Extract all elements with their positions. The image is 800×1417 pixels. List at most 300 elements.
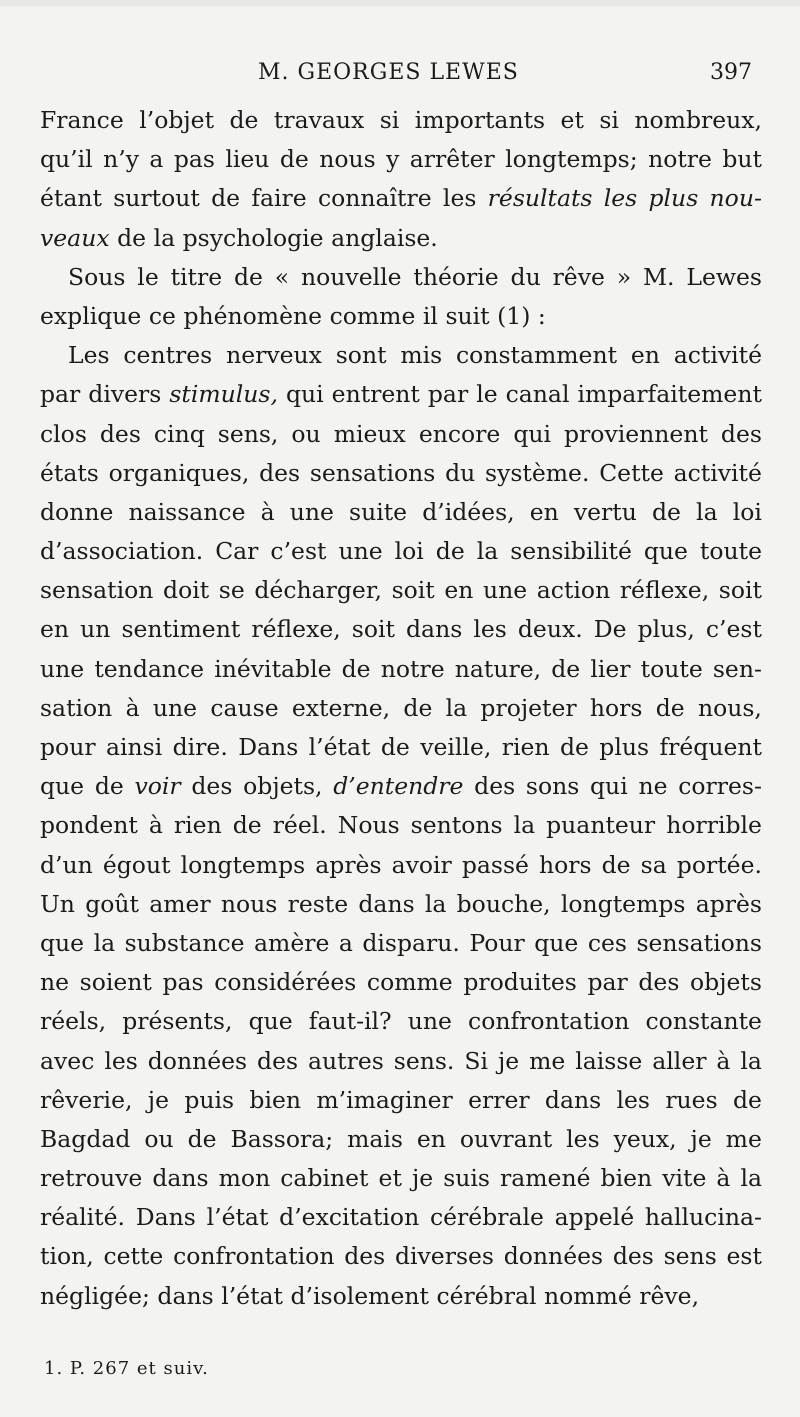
word: puanteur bbox=[546, 811, 656, 840]
word: nerveux bbox=[226, 341, 322, 370]
word: sentiment bbox=[121, 615, 241, 644]
word: nou- bbox=[709, 184, 762, 213]
word: pondent bbox=[40, 811, 138, 840]
word: but bbox=[722, 145, 762, 174]
word: voir bbox=[134, 772, 181, 801]
word: en bbox=[416, 1124, 446, 1153]
word: me bbox=[529, 1046, 566, 1075]
word: de bbox=[655, 693, 685, 722]
word: la bbox=[424, 889, 447, 918]
word: la bbox=[153, 223, 176, 252]
word: des bbox=[191, 772, 233, 801]
word: arrêter bbox=[409, 145, 495, 174]
word: « bbox=[274, 262, 290, 291]
word: disparu. bbox=[362, 928, 460, 957]
word: Car bbox=[215, 537, 259, 566]
text-line bbox=[40, 140, 762, 179]
word: les bbox=[104, 1046, 138, 1075]
word: Nous bbox=[337, 811, 400, 840]
word: une bbox=[338, 537, 383, 566]
word: loi bbox=[732, 497, 762, 526]
word: Bagdad bbox=[40, 1124, 131, 1153]
text-line bbox=[40, 610, 762, 649]
word: par bbox=[40, 380, 81, 409]
word: faire bbox=[251, 184, 307, 213]
text-line bbox=[40, 806, 762, 845]
word: me bbox=[725, 1124, 762, 1153]
word: mon bbox=[218, 1164, 271, 1193]
text-line bbox=[40, 924, 762, 963]
word: anglaise. bbox=[331, 223, 438, 252]
word: dans bbox=[152, 1164, 209, 1193]
word: passé bbox=[461, 850, 529, 879]
word: les bbox=[442, 184, 477, 213]
word: fréquent bbox=[659, 733, 762, 761]
text-line bbox=[40, 1159, 762, 1198]
word: divers bbox=[88, 380, 162, 409]
word: donne bbox=[40, 497, 114, 526]
text-line bbox=[40, 179, 762, 218]
word: rêve bbox=[552, 262, 605, 291]
word: réflexe, bbox=[251, 615, 341, 644]
word: je bbox=[497, 1046, 520, 1075]
word: réels, bbox=[40, 1007, 107, 1036]
word: nommé bbox=[543, 1281, 632, 1310]
word: je bbox=[147, 1085, 169, 1114]
word: du bbox=[445, 458, 476, 487]
word: notre bbox=[648, 145, 712, 174]
word: organiques, bbox=[108, 458, 250, 487]
word: canal bbox=[505, 380, 570, 409]
word: travaux bbox=[273, 106, 365, 134]
word: considérées bbox=[214, 968, 357, 997]
word: France bbox=[40, 106, 124, 134]
word: avec bbox=[40, 1046, 95, 1075]
word: naissance bbox=[128, 497, 246, 526]
word: des bbox=[257, 1046, 299, 1075]
word: le bbox=[137, 262, 159, 291]
text-line bbox=[40, 297, 762, 336]
text-line bbox=[40, 1042, 762, 1081]
word: des bbox=[99, 419, 141, 448]
word: qu’il bbox=[40, 145, 93, 174]
word: données bbox=[147, 1046, 248, 1075]
word: tendance bbox=[94, 654, 205, 683]
word: projeter bbox=[480, 693, 577, 722]
text-line bbox=[40, 846, 762, 885]
word: dire. bbox=[172, 733, 228, 761]
word: sensation bbox=[40, 576, 154, 605]
word: de bbox=[117, 223, 147, 252]
word: la bbox=[740, 1164, 762, 1193]
word: la bbox=[445, 693, 468, 722]
word: sensibilité bbox=[510, 537, 632, 566]
word: surtout bbox=[113, 184, 200, 213]
word: cause bbox=[210, 693, 279, 722]
word: à bbox=[260, 497, 275, 526]
word: si bbox=[599, 106, 619, 134]
word: d’entendre bbox=[333, 772, 464, 801]
word: pour bbox=[40, 733, 96, 761]
word: nous bbox=[319, 145, 376, 174]
word: données bbox=[503, 1242, 604, 1271]
word: Un bbox=[40, 889, 75, 918]
word: soit bbox=[351, 615, 395, 644]
word: ainsi bbox=[105, 733, 163, 761]
word: connaître bbox=[317, 184, 432, 213]
word: négligée; bbox=[40, 1281, 150, 1310]
word: plus, bbox=[637, 615, 695, 644]
word: a bbox=[338, 928, 353, 957]
word: (1) bbox=[497, 301, 531, 330]
word: se bbox=[218, 576, 245, 605]
word: lieu bbox=[225, 145, 270, 174]
word: explique bbox=[40, 301, 142, 330]
word: plus bbox=[648, 184, 699, 213]
word: bien bbox=[249, 1085, 302, 1114]
word: sation bbox=[40, 693, 113, 722]
word: en bbox=[40, 615, 70, 644]
word: des bbox=[638, 968, 680, 997]
word: n’y bbox=[103, 145, 139, 174]
word: rêve, bbox=[639, 1281, 700, 1310]
word: ce bbox=[148, 301, 176, 330]
word: horrible bbox=[666, 811, 762, 840]
word: amer bbox=[149, 889, 211, 918]
word: rien bbox=[501, 733, 550, 761]
word: phénomène bbox=[183, 301, 323, 330]
word: un bbox=[80, 615, 111, 644]
word: de bbox=[559, 733, 589, 761]
word: doit bbox=[163, 576, 210, 605]
word: et bbox=[378, 1164, 402, 1193]
word: diverses bbox=[394, 1242, 494, 1271]
word: mis bbox=[400, 341, 443, 370]
word: sensations bbox=[309, 458, 436, 487]
word: entrent bbox=[331, 380, 420, 409]
word: vite bbox=[662, 1164, 707, 1193]
word: est bbox=[726, 1242, 762, 1271]
word: Les bbox=[68, 341, 110, 370]
word: de bbox=[435, 537, 465, 566]
word: faut-il? bbox=[308, 1007, 392, 1036]
word: la bbox=[740, 1046, 762, 1075]
word: cérébral bbox=[436, 1281, 537, 1310]
word: que bbox=[40, 772, 85, 801]
word: réel. bbox=[272, 811, 327, 840]
text-line bbox=[40, 454, 762, 493]
word: je bbox=[690, 1124, 712, 1153]
text-line bbox=[40, 493, 762, 532]
word: veaux bbox=[40, 223, 110, 252]
page-number: 397 bbox=[710, 60, 752, 85]
word: appelé bbox=[554, 1203, 635, 1232]
word: l’état bbox=[221, 1281, 283, 1310]
word: sentons bbox=[410, 811, 503, 840]
text-line bbox=[40, 1198, 762, 1237]
word: en bbox=[630, 341, 660, 370]
word: ou bbox=[291, 419, 321, 448]
word: hallucina- bbox=[644, 1203, 762, 1232]
running-title: M. GEORGES LEWES bbox=[258, 60, 519, 85]
word: mieux bbox=[333, 419, 406, 448]
text-line bbox=[40, 728, 762, 767]
word: yeux, bbox=[613, 1124, 677, 1153]
word: des bbox=[612, 1242, 654, 1271]
word: états bbox=[40, 458, 99, 487]
word: goût bbox=[85, 889, 139, 918]
word: de bbox=[380, 733, 410, 761]
word: de bbox=[229, 106, 259, 134]
word: externe, bbox=[291, 693, 391, 722]
word: mais bbox=[347, 1124, 403, 1153]
word: laisse bbox=[575, 1046, 643, 1075]
word: c’est bbox=[270, 537, 327, 566]
word: de bbox=[232, 811, 262, 840]
word: sensations bbox=[636, 928, 762, 957]
word: de bbox=[94, 772, 124, 801]
word: suis bbox=[443, 1164, 490, 1193]
word: de bbox=[403, 693, 433, 722]
word: en bbox=[529, 497, 559, 526]
word: aller bbox=[652, 1046, 707, 1075]
word: une bbox=[40, 654, 85, 683]
word: pas bbox=[173, 145, 215, 174]
word: les bbox=[473, 615, 507, 644]
word: cabinet bbox=[280, 1164, 369, 1193]
word: à bbox=[716, 1164, 731, 1193]
word: il bbox=[422, 301, 438, 330]
word: le bbox=[476, 380, 498, 409]
word: hors bbox=[539, 850, 592, 879]
word: a bbox=[149, 145, 164, 174]
word: à bbox=[716, 1046, 731, 1075]
word: réalité. bbox=[40, 1203, 126, 1232]
word: tion, bbox=[40, 1242, 94, 1271]
word: constante bbox=[645, 1007, 762, 1036]
word: rues bbox=[665, 1085, 718, 1114]
word: l’objet bbox=[139, 106, 215, 134]
word: hors bbox=[589, 693, 643, 722]
word: Dans bbox=[238, 733, 299, 761]
word: deux. bbox=[517, 615, 583, 644]
word: réflexe, bbox=[619, 576, 710, 605]
word: système. bbox=[485, 458, 590, 487]
word: présents, bbox=[122, 1007, 233, 1036]
word: Pour bbox=[469, 928, 525, 957]
word: dans bbox=[358, 889, 415, 918]
word: ces bbox=[587, 928, 627, 957]
word: psychologie bbox=[182, 223, 324, 252]
word: l’état bbox=[308, 733, 371, 761]
word: de bbox=[187, 1124, 217, 1153]
word: d’idées, bbox=[422, 497, 515, 526]
word: Dans bbox=[135, 1203, 196, 1232]
word: loi bbox=[394, 537, 424, 566]
word: dans bbox=[157, 1281, 214, 1310]
word: l’état bbox=[206, 1203, 269, 1232]
word: ne bbox=[638, 772, 668, 801]
word: une bbox=[152, 693, 198, 722]
word: d’excitation bbox=[279, 1203, 420, 1232]
word: titre bbox=[170, 262, 223, 291]
word: de bbox=[651, 497, 681, 526]
word: substance bbox=[124, 928, 245, 957]
word: nature, bbox=[454, 654, 542, 683]
word: soit bbox=[391, 576, 435, 605]
word: portée. bbox=[676, 850, 762, 879]
text-line bbox=[40, 219, 762, 258]
word: que bbox=[248, 1007, 293, 1036]
word: de bbox=[233, 262, 263, 291]
text-line bbox=[40, 101, 762, 140]
word: soient bbox=[79, 968, 152, 997]
word: de bbox=[732, 1085, 762, 1114]
word: une bbox=[289, 497, 334, 526]
word: corres- bbox=[678, 772, 762, 801]
word: à bbox=[125, 693, 140, 722]
word: par bbox=[587, 968, 628, 997]
word: Sous bbox=[68, 262, 126, 291]
text-line bbox=[40, 1120, 762, 1159]
word: des bbox=[720, 419, 762, 448]
word: avoir bbox=[391, 850, 452, 879]
word: ouvrant bbox=[459, 1124, 553, 1153]
word: Cette bbox=[599, 458, 664, 487]
word: à bbox=[148, 811, 163, 840]
word: objets bbox=[690, 968, 762, 997]
word: toute bbox=[640, 654, 703, 683]
word: errer bbox=[468, 1085, 530, 1114]
word: Lewes bbox=[686, 262, 762, 291]
word: des bbox=[259, 458, 301, 487]
word: égout bbox=[102, 850, 171, 879]
word: les bbox=[603, 184, 638, 213]
word: cinq bbox=[153, 419, 205, 448]
word: pas bbox=[162, 968, 204, 997]
word: une bbox=[407, 1007, 452, 1036]
word: constamment bbox=[456, 341, 618, 370]
word: et bbox=[560, 106, 584, 134]
word: les bbox=[566, 1124, 600, 1153]
word: la bbox=[696, 497, 718, 526]
word: que bbox=[534, 928, 579, 957]
footnote: 1. P. 267 et suiv. bbox=[44, 1358, 209, 1379]
word: : bbox=[537, 301, 546, 330]
word: vertu bbox=[573, 497, 637, 526]
word: longtemps; bbox=[505, 145, 638, 174]
word: de bbox=[211, 184, 241, 213]
word: » bbox=[616, 262, 632, 291]
word: encore bbox=[418, 419, 501, 448]
word: la bbox=[513, 811, 536, 840]
word: plus bbox=[599, 733, 650, 761]
word: sen- bbox=[712, 654, 762, 683]
word: comme bbox=[366, 968, 453, 997]
word: suit bbox=[445, 301, 490, 330]
text-line bbox=[40, 1277, 762, 1316]
word: stimulus, bbox=[169, 380, 278, 409]
word: activité bbox=[673, 341, 762, 370]
word: cérébrale bbox=[429, 1203, 544, 1232]
word: de bbox=[341, 654, 371, 683]
text-line bbox=[40, 963, 762, 1002]
word: après bbox=[695, 889, 762, 918]
word: imparfaitement bbox=[577, 380, 762, 409]
text-line bbox=[40, 767, 762, 806]
word: comme bbox=[329, 301, 416, 330]
word: sa bbox=[640, 850, 667, 879]
word: sons bbox=[525, 772, 580, 801]
word: des bbox=[474, 772, 516, 801]
word: ramené bbox=[500, 1164, 591, 1193]
word: De bbox=[593, 615, 627, 644]
word: du bbox=[510, 262, 541, 291]
word: toute bbox=[699, 537, 762, 566]
word: de bbox=[279, 145, 309, 174]
word: des bbox=[344, 1242, 386, 1271]
word: qui bbox=[513, 419, 552, 448]
word: nombreux, bbox=[634, 106, 762, 134]
text-line bbox=[40, 258, 762, 297]
word: la bbox=[476, 537, 499, 566]
word: importants bbox=[414, 106, 546, 134]
word: Bassora; bbox=[230, 1124, 334, 1153]
word: d’un bbox=[40, 850, 93, 879]
word: une bbox=[483, 576, 528, 605]
word: produites bbox=[463, 968, 577, 997]
word: objets, bbox=[243, 772, 323, 801]
word: activité bbox=[673, 458, 762, 487]
text-line bbox=[40, 415, 762, 454]
word: notre bbox=[380, 654, 445, 683]
word: confrontation bbox=[468, 1007, 630, 1036]
word: en bbox=[444, 576, 474, 605]
word: puis bbox=[184, 1085, 235, 1114]
word: de bbox=[601, 850, 631, 879]
word: Si bbox=[464, 1046, 488, 1075]
word: veille, bbox=[420, 733, 492, 761]
text-line bbox=[40, 375, 762, 414]
word: résultats bbox=[487, 184, 593, 213]
word: autres bbox=[308, 1046, 384, 1075]
body-text bbox=[40, 101, 762, 1316]
word: M. bbox=[642, 262, 675, 291]
word: bien bbox=[600, 1164, 653, 1193]
word: y bbox=[386, 145, 400, 174]
word: bouche, bbox=[456, 889, 551, 918]
word: sens, bbox=[217, 419, 279, 448]
word: dans bbox=[544, 1085, 602, 1114]
word: clos bbox=[40, 419, 87, 448]
word: rêverie, bbox=[40, 1085, 133, 1114]
top-edge bbox=[0, 0, 800, 6]
word: théorie bbox=[413, 262, 499, 291]
text-line bbox=[40, 571, 762, 610]
word: confrontation bbox=[173, 1242, 335, 1271]
text-line bbox=[40, 1237, 762, 1276]
word: sont bbox=[335, 341, 387, 370]
word: c’est bbox=[705, 615, 762, 644]
word: qui bbox=[590, 772, 628, 801]
word: retrouve bbox=[40, 1164, 143, 1193]
word: action bbox=[536, 576, 611, 605]
word: je bbox=[411, 1164, 434, 1193]
text-line bbox=[40, 689, 762, 728]
text-line bbox=[40, 885, 762, 924]
word: décharger, bbox=[254, 576, 382, 605]
word: soit bbox=[718, 576, 762, 605]
